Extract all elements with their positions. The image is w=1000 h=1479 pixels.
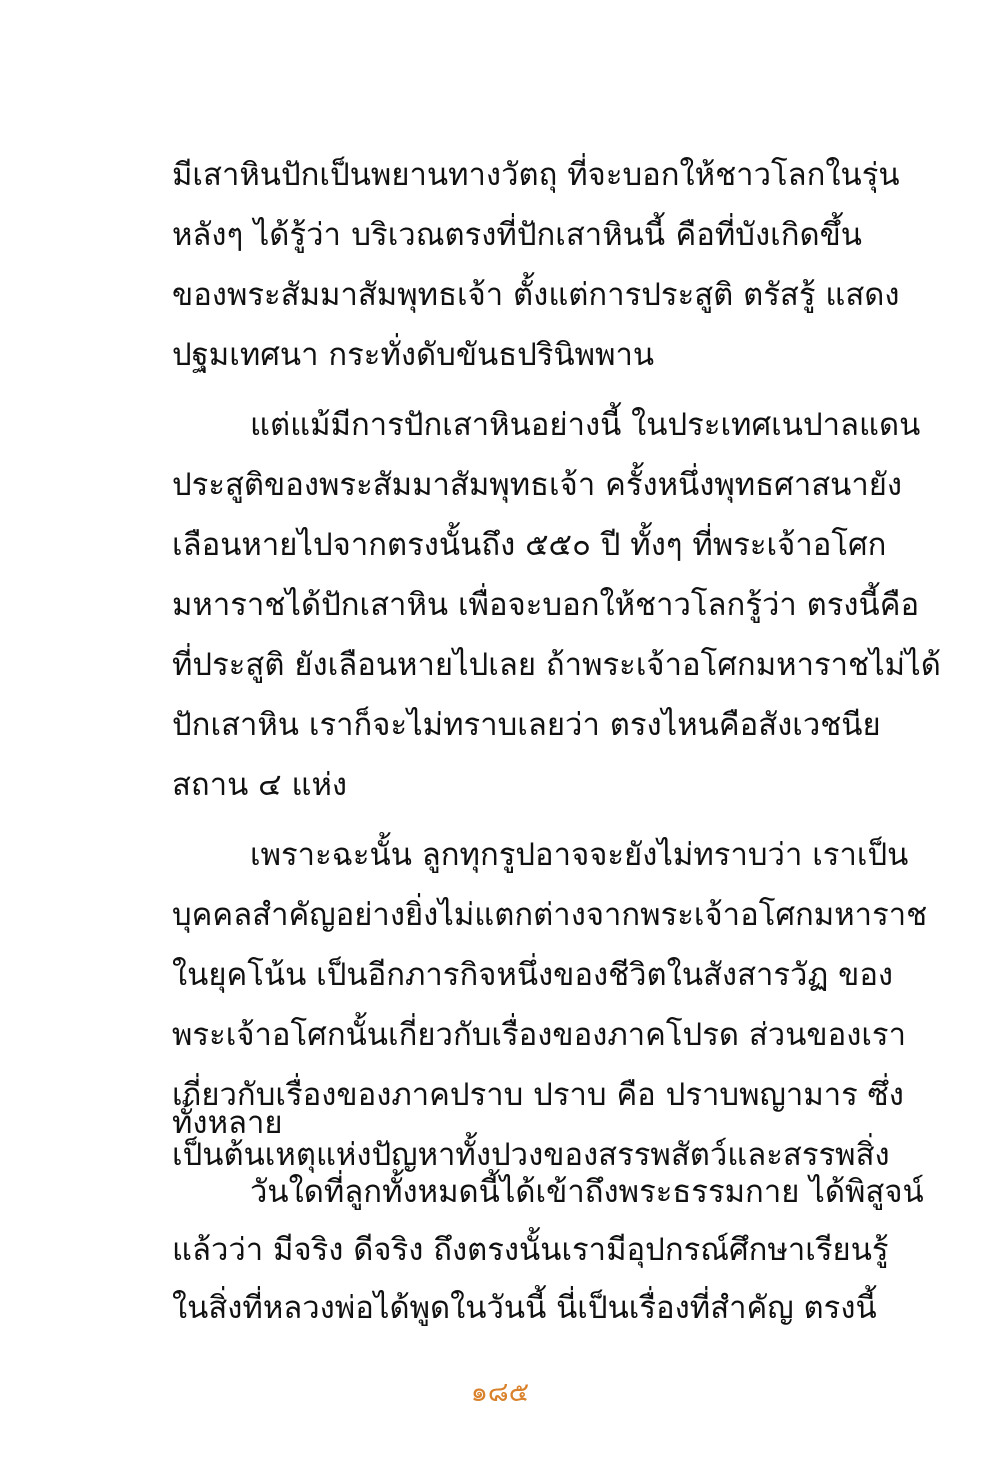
paragraph-4-line-1: วันใดที่ลูกทั้งหมดนี้ได้เข้าถึงพระธรรมกาย ได้พิสูจน์ (250, 1174, 924, 1210)
paragraph-1-line-4: ปฐมเทศนา กระทั่งดับขันธปรินิพพาน (172, 337, 655, 373)
paragraph-1-line-3: ของพระสัมมาสัมพุทธเจ้า ตั้งแต่การประสูติ ตรัสรู้ แสดง (172, 277, 900, 313)
paragraph-1-line-2: หลังๆ ได้รู้ว่า บริเวณตรงที่ปักเสาหินนี้ คือที่บังเกิดขึ้น (172, 217, 862, 253)
paragraph-4-line-2: แล้วว่า มีจริง ดีจริง ถึงตรงนั้นเรามีอุปกรณ์ศึกษาเรียนรู้ (172, 1232, 889, 1268)
paragraph-1-line-1: มีเสาหินปักเป็นพยานทางวัตถุ ที่จะบอกให้ชาวโลกในรุ่น (172, 157, 900, 193)
paragraph-2-line-5: ที่ประสูติ ยังเลือนหายไปเลย ถ้าพระเจ้าอโศกมหาราชไม่ได้ (172, 647, 941, 683)
paragraph-2-line-6: ปักเสาหิน เราก็จะไม่ทราบเลยว่า ตรงไหนคือสังเวชนีย (172, 707, 881, 743)
paragraph-3-line-3: ในยุคโน้น เป็นอีกภารกิจหนึ่งของชีวิตในสังสารวัฏ ของ (172, 957, 894, 993)
paragraph-4-line-3: ในสิ่งที่หลวงพ่อได้พูดในวันนี้ นี่เป็นเรื่องที่สำคัญ ตรงนี้ (172, 1290, 877, 1326)
paragraph-2-line-4: มหาราชได้ปักเสาหิน เพื่อจะบอกให้ชาวโลกรู้ว่า ตรงนี้คือ (172, 587, 920, 623)
paragraph-3-line-5: เกี่ยวกับเรื่องของภาคปราบ ปราบ คือ ปราบพญามาร ซึ่ง (172, 1077, 904, 1113)
paragraph-3-line-4: พระเจ้าอโศกนั้นเกี่ยวกับเรื่องของภาคโปรด ส่วนของเรา (172, 1017, 906, 1053)
paragraph-3-line-7: ทั้งหลาย (172, 1105, 283, 1141)
paragraph-2-line-3: เลือนหายไปจากตรงนั้นถึง ๕๕๐ ปี ทั้งๆ ที่พระเจ้าอโศก (172, 527, 887, 563)
paragraph-2-line-1: แต่แม้มีการปักเสาหินอย่างนี้ ในประเทศเนปาลแดน (250, 407, 921, 443)
page-number: ๑๘๕ (470, 1377, 530, 1408)
paragraph-3-line-6: เป็นต้นเหตุแห่งปัญหาทั้งปวงของสรรพสัตว์และสรรพสิ่ง (172, 1137, 890, 1173)
paragraph-3-line-2: บุคคลสำคัญอย่างยิ่งไม่แตกต่างจากพระเจ้าอโศกมหาราช (172, 897, 928, 933)
paragraph-3-line-1: เพราะฉะนั้น ลูกทุกรูปอาจจะยังไม่ทราบว่า เราเป็น (250, 837, 909, 873)
paragraph-2-line-7: สถาน ๔ แห่ง (172, 767, 348, 803)
paragraph-2-line-2: ประสูติของพระสัมมาสัมพุทธเจ้า ครั้งหนึ่งพุทธศาสนายัง (172, 467, 903, 503)
